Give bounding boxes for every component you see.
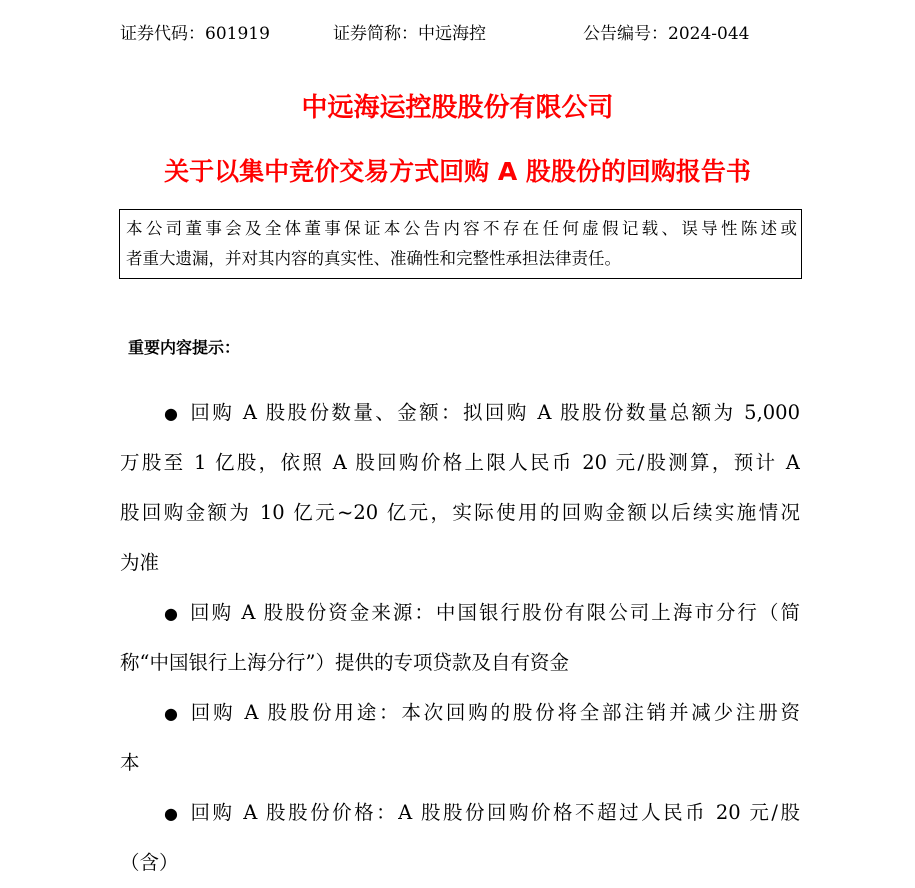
- bullet-2-line-1: 回购 A 股股份资金来源：中国银行股份有限公司上海市分行（简: [188, 601, 800, 624]
- list-item: [120, 788, 800, 839]
- announcement-header: [0, 20, 915, 48]
- list-item: [120, 688, 800, 739]
- notice-number: 公告编号：2024-044: [583, 24, 750, 44]
- bullet-3-line-1: 回购 A 股股份用途：本次回购的股份将全部注销并减少注册资: [188, 701, 800, 724]
- key-points-heading: 重要内容提示：: [128, 338, 241, 357]
- bullet-icon: ●: [164, 804, 178, 823]
- list-item: [120, 588, 800, 639]
- disclaimer-line-1: 本公司董事会及全体董事保证本公告内容不存在任何虚假记载、误导性陈述或: [126, 219, 797, 238]
- bullet-icon: ●: [164, 604, 178, 623]
- bullet-icon: ●: [164, 404, 178, 423]
- bullet-1-line-2: 万股至 1 亿股，依照 A 股回购价格上限人民币 20 元/股测算，预计 A: [120, 451, 800, 474]
- bullet-4-line-2: （含）: [120, 851, 179, 874]
- company-title: 中远海运控股股份有限公司: [301, 93, 614, 123]
- bullet-4-line-1: 回购 A 股股份价格：A 股股份回购价格不超过人民币 20 元/股: [188, 801, 800, 824]
- report-title: 关于以集中竞价交易方式回购 A 股股份的回购报告书: [164, 157, 751, 186]
- disclaimer-line-2: 者重大遗漏，并对其内容的真实性、准确性和完整性承担法律责任。: [126, 249, 621, 268]
- bullet-1-line-1: 回购 A 股股份数量、金额：拟回购 A 股股份数量总额为 5,000: [188, 401, 800, 424]
- bullet-3-line-2: 本: [120, 751, 140, 774]
- bullet-2-line-2: 称“中国银行上海分行”）提供的专项贷款及自有资金: [120, 651, 569, 674]
- security-abbreviation: 证券简称：中远海控: [333, 24, 486, 44]
- bullet-1-line-4: 为准: [120, 551, 160, 574]
- bullet-1-line-3: 股回购金额为 10 亿元~20 亿元，实际使用的回购金额以后续实施情况: [120, 501, 800, 524]
- security-code: 证券代码：601919: [120, 24, 270, 44]
- list-item: [120, 388, 800, 439]
- disclaimer-box: [119, 209, 802, 279]
- bullet-icon: ●: [164, 704, 178, 723]
